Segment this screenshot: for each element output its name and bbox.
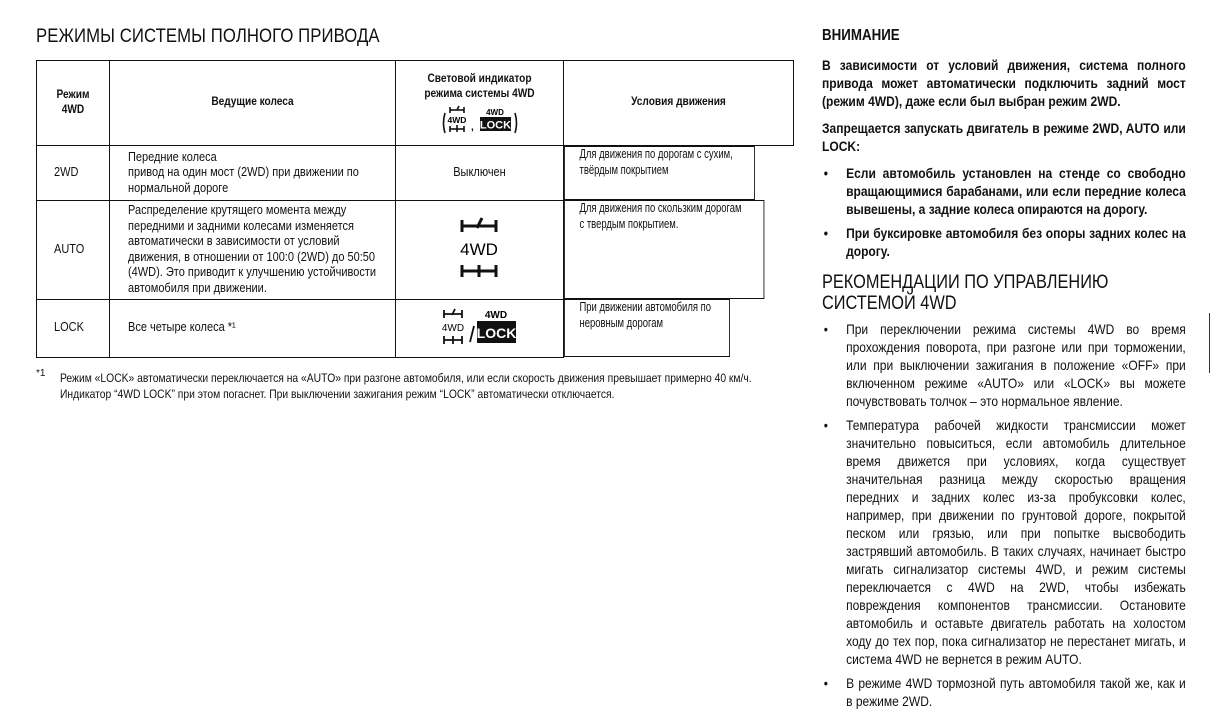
table-row — [37, 146, 794, 201]
svg-text:,: , — [470, 121, 474, 133]
recommendations-list — [822, 320, 1186, 710]
header-conditions: Условия движения — [564, 61, 794, 146]
header-wheels: Ведущие колеса — [110, 61, 396, 146]
cell-mode: LOCK — [37, 299, 110, 357]
cell-mode: AUTO — [37, 200, 110, 299]
table-row — [37, 299, 794, 357]
header-mode: Режим 4WD — [37, 61, 110, 146]
lock-box-label: LOCK — [479, 119, 511, 131]
warning-paragraph-1: В зависимости от условий движения, система полного привода может автоматически подключить задний мост (режим 4WD), даже если был выбран режим 2WD. — [822, 57, 1186, 109]
warning-paragraph-2: Запрещается запускать двигатель в режиме 2WD, AUTO или LOCK: — [822, 120, 1186, 154]
footnote — [36, 367, 796, 402]
bullet-icon: • — [823, 675, 828, 691]
section-heading: РЕЖИМЫ СИСТЕМЫ ПОЛНОГО ПРИВОДА — [36, 26, 380, 47]
list-item: • Если автомобиль установлен на стенде со свободно вращающимися барабанами, или если передние колеса вывешены, а задние колеса опираются на дорогу. — [823, 165, 1186, 217]
lock-top-label: 4WD — [485, 107, 504, 117]
lock-4wd-indicator-icon — [440, 308, 520, 346]
bullet-icon: • — [823, 165, 828, 181]
header-indicator-icons — [396, 105, 563, 135]
header-indicator-line1: Световой индикатор — [427, 72, 532, 85]
list-item: • В режиме 4WD тормозной путь автомобиля такой же, как и в режиме 2WD. — [823, 675, 1186, 709]
modes-table — [36, 60, 794, 358]
lock-row-top-label: 4WD — [484, 309, 507, 321]
right-column — [822, 27, 1186, 716]
header-indicator-line2: режима системы 4WD — [424, 88, 535, 100]
cell-wheels: Все четыре колеса *¹ — [110, 299, 396, 357]
lock-row-box-label: LOCK — [476, 324, 516, 341]
bullet-icon: • — [823, 417, 828, 433]
list-item: • Температура рабочей жидкости трансмиссии может значительно повыситься, если автомобиль длительное время движется при условиях, когда существует значительная разница между скоростью вращения передних и задних колес из-за пробуксовки колес, например, при движении по грунтовой дороге, покрытой песком или грязью, или при попытке высвободить застрявший автомобиль. В таких случаях, начинает быстро мигать сигнализатор системы 4WD, и режим системы переключается с 4WD на 2WD, чтобы избежать повреждения компонентов трансмиссии. Остановите автомобиль и оставьте двигатель работать на холостом ходу до тех пор, пока сигнализатор не перестанет мигать, и система 4WD не вернется в режим AUTO. — [823, 417, 1186, 667]
cell-conditions: При движении автомобиля по неровным дорогам — [564, 299, 730, 357]
table-row — [37, 200, 794, 299]
auto-4wd-indicator-icon — [456, 217, 504, 279]
recommendations-title: РЕКОМЕНДАЦИИ ПО УПРАВЛЕНИЮ СИСТЕМОЙ 4WD — [822, 272, 1109, 314]
lock-small-4wd-label: 4WD — [441, 322, 464, 334]
cell-wheels: Передние колеса привод на один мост (2WD) при движении по нормальной дороге — [110, 146, 396, 201]
header-indicator — [396, 61, 564, 146]
cell-mode: 2WD — [37, 146, 110, 201]
footnote-mark: *1 — [36, 367, 46, 379]
warning-list — [822, 164, 1186, 260]
cell-conditions: Для движения по скользким дорогам с твердым покрытием. — [564, 200, 764, 299]
list-item: • При переключении режима системы 4WD во время прохождения поворота, при разгоне или при торможении, или при выключении зажигания в положение «OFF» при включенном режиме «AUTO» или «LOCK» вы можете почувствовать толчок – это нормальное явление. — [823, 321, 1186, 409]
cell-conditions: Для движения по дорогам с сухим, твёрдым покрытием — [564, 146, 755, 200]
bullet-icon: • — [823, 321, 828, 337]
table-header-row — [37, 61, 794, 146]
cell-indicator — [396, 299, 564, 357]
small-4wd-label: 4WD — [447, 114, 466, 125]
footnote-line1: Режим «LOCK» автоматически переключается на «AUTO» при разгоне автомобиля, или если скорость движения превышает примерно 40 км/ч. — [60, 370, 752, 385]
footnote-text — [60, 370, 817, 402]
cell-wheels: Распределение крутящего момента между передними и задними колесами изменяется автоматически в зависимости от условий движения, в отношении от 100:0 (2WD) до 50:50 (4WD). Это приводит к улучшению устойчивости автомобиля при движении. — [110, 200, 396, 299]
bullet-icon: • — [823, 225, 828, 241]
auto-4wd-label: 4WD — [459, 240, 498, 259]
warning-title: ВНИМАНИЕ — [822, 27, 900, 44]
left-column — [36, 26, 796, 402]
cell-indicator — [396, 200, 564, 299]
indicator-icons-pair — [440, 105, 520, 135]
footnote-line2: Индикатор “4WD LOCK” при этом погаснет. При выключении зажигания режим “LOCK” автоматически отключается. — [60, 386, 615, 401]
cell-indicator: Выключен — [396, 146, 564, 201]
list-item: • При буксировке автомобиля без опоры задних колес на дорогу. — [823, 225, 1186, 259]
